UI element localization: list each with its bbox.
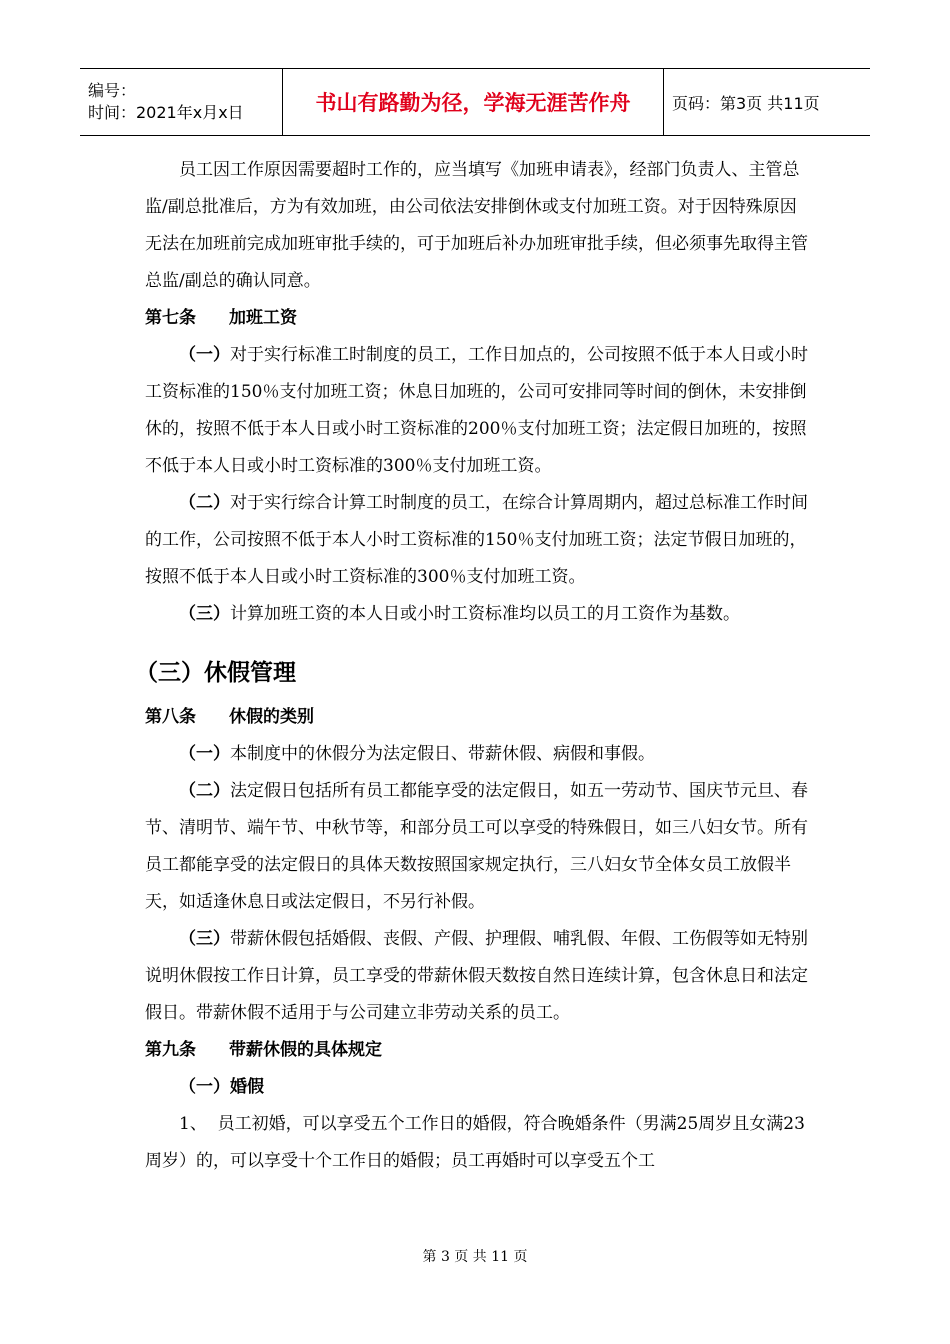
article-9-title: 带薪休假的具体规定 bbox=[229, 1040, 382, 1060]
article-9-number: 第九条 bbox=[145, 1040, 196, 1060]
article-9-heading bbox=[145, 1032, 810, 1069]
article-7-item-2: （二）对于实行综合计算工时制度的员工，在综合计算周期内，超过总标准工作时间的工作，公司按照不低于本人小时工资标准的150％支付加班工资；法定节假日加班的，按照不低于本人日或小时工资标准的300％支付加班工资。 bbox=[145, 493, 808, 587]
header-meta bbox=[80, 69, 283, 136]
intro-paragraph: 员工因工作原因需要超时工作的，应当填写《加班申请表》，经部门负责人、主管总监/副总批准后，方为有效加班，由公司依法安排倒休或支付加班工资。对于因特殊原因无法在加班前完成加班审批手续的，可于加班后补办加班审批手续，但必须事先取得主管总监/副总的确认同意。 bbox=[145, 160, 808, 291]
article-7-number: 第七条 bbox=[145, 308, 196, 328]
article-7-item-3: （三）计算加班工资的本人日或小时工资标准均以员工的月工资作为基数。 bbox=[179, 604, 740, 624]
document-header bbox=[80, 68, 870, 136]
page-footer: 第 3 页 共 11 页 bbox=[422, 1249, 528, 1265]
header-motto: 书山有路勤为径，学海无涯苦作舟 bbox=[283, 69, 664, 136]
article-8-number: 第八条 bbox=[145, 707, 196, 727]
article-7-heading bbox=[145, 300, 810, 337]
document-body bbox=[135, 152, 810, 1180]
section-heading: （三）休假管理 bbox=[135, 660, 296, 686]
article-9-item-1: 1、 员工初婚，可以享受五个工作日的婚假，符合晚婚条件（男满25周岁且女满23周岁）的，可以享受十个工作日的婚假；员工再婚时可以享受五个工 bbox=[145, 1114, 805, 1171]
header-time: 时间：2021年x月x日 bbox=[88, 103, 244, 122]
article-7-title: 加班工资 bbox=[229, 308, 297, 328]
article-9-sub-heading: （一）婚假 bbox=[179, 1077, 264, 1097]
article-8-item-1: （一）本制度中的休假分为法定假日、带薪休假、病假和事假。 bbox=[179, 744, 655, 764]
article-8-item-2: （二）法定假日包括所有员工都能享受的法定假日，如五一劳动节、国庆节元旦、春节、清明节、端午节、中秋节等，和部分员工可以享受的特殊假日，如三八妇女节。所有员工都能享受的法定假日的具体天数按照国家规定执行，三八妇女节全体女员工放假半天，如适逢休息日或法定假日，不另行补假。 bbox=[145, 781, 808, 912]
header-page-number: 页码：第3页 共11页 bbox=[664, 69, 871, 136]
article-8-title: 休假的类别 bbox=[229, 707, 314, 727]
article-7-item-1: （一）对于实行标准工时制度的员工，工作日加点的，公司按照不低于本人日或小时工资标准的150％支付加班工资；休息日加班的，公司可安排同等时间的倒休，未安排倒休的，按照不低于本人日或小时工资标准的200％支付加班工资；法定假日加班的，按照不低于本人日或小时工资标准的300％支付加班工资。 bbox=[145, 345, 808, 476]
header-number: 编号： bbox=[88, 81, 137, 100]
article-8-item-3: （三）带薪休假包括婚假、丧假、产假、护理假、哺乳假、年假、工伤假等如无特别说明休假按工作日计算，员工享受的带薪休假天数按自然日连续计算，包含休息日和法定假日。带薪休假不适用于与公司建立非劳动关系的员工。 bbox=[145, 929, 808, 1023]
article-8-heading bbox=[145, 699, 810, 736]
